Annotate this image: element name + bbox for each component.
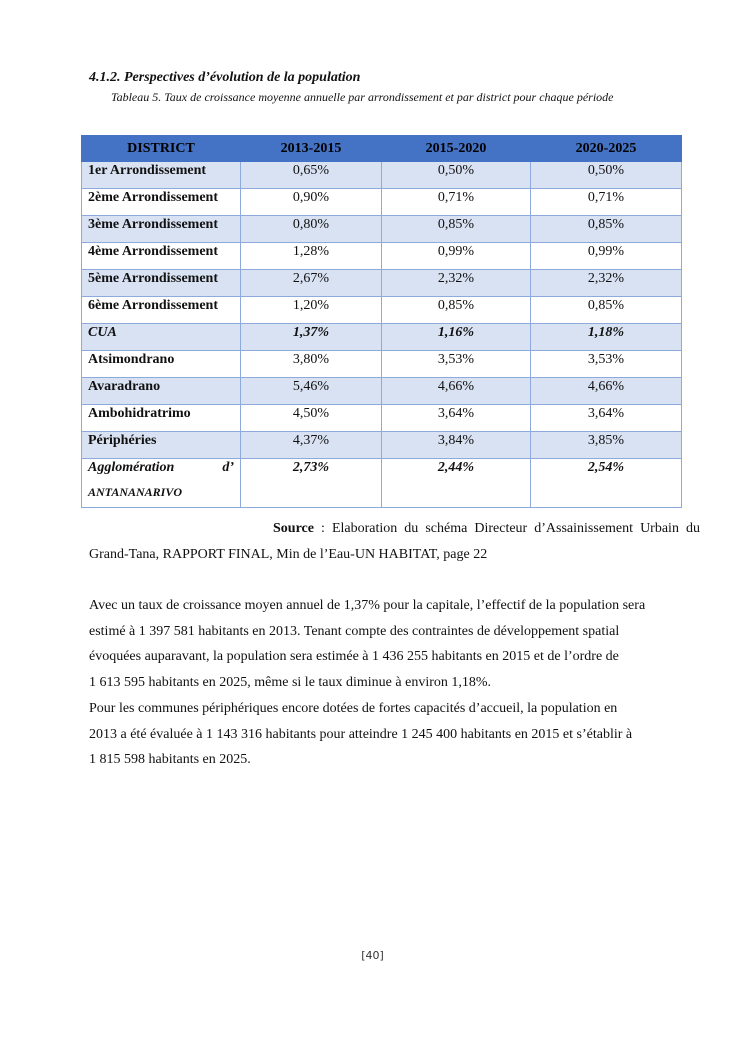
table-caption: Tableau 5. Taux de croissance moyenne annuelle par arrondissement et par district pour chaque période [111, 90, 614, 104]
rate-2013-2015: 4,50% [241, 405, 382, 432]
table-row [82, 378, 682, 405]
rate-2015-2020: 0,85% [382, 216, 531, 243]
rate-2020-2025: 0,99% [531, 243, 682, 270]
rate-2013-2015: 2,73% [241, 459, 382, 508]
source-note [89, 516, 700, 568]
rate-2015-2020: 2,32% [382, 270, 531, 297]
rate-2013-2015: 3,80% [241, 351, 382, 378]
rate-2015-2020: 3,84% [382, 432, 531, 459]
table-row [82, 432, 682, 459]
rate-2015-2020: 0,85% [382, 297, 531, 324]
header-2020-2025: 2020-2025 [531, 136, 682, 162]
table-row [82, 270, 682, 297]
agglomeration-city: ANTANANARIVO [88, 485, 183, 499]
body-line: 1 815 598 habitants en 2025. [89, 752, 251, 768]
source-text: : Elaboration du schéma Directeur d’Assainissement Urbain du Grand-Tana, RAPPORT FINAL, Min de l’Eau-UN HABITAT, page 22 [89, 521, 700, 562]
rate-2015-2020: 0,71% [382, 189, 531, 216]
body-line: Pour les communes périphériques encore dotées de fortes capacités d’accueil, la population en [89, 700, 618, 716]
district-name: 2ème Arrondissement [82, 189, 241, 216]
rate-2013-2015: 0,80% [241, 216, 382, 243]
section-title: 4.1.2. Perspectives d’évolution de la population [89, 70, 361, 85]
table-row [82, 351, 682, 378]
district-name: 5ème Arrondissement [82, 270, 241, 297]
rate-2015-2020: 4,66% [382, 378, 531, 405]
body-line: 2013 a été évaluée à 1 143 316 habitants pour atteindre 1 245 400 habitants en 2015 et s’établir à [89, 726, 633, 742]
rate-2020-2025: 3,53% [531, 351, 682, 378]
table-row [82, 216, 682, 243]
rate-2015-2020: 0,99% [382, 243, 531, 270]
agglomeration-label [88, 459, 234, 477]
body-line: estimé à 1 397 581 habitants en 2013. Tenant compte des contraintes de développement spatial [89, 623, 620, 639]
rate-2020-2025: 0,85% [531, 297, 682, 324]
header-2015-2020: 2015-2020 [382, 136, 531, 162]
rate-2020-2025: 0,50% [531, 162, 682, 189]
rate-2020-2025: 3,85% [531, 432, 682, 459]
rate-2020-2025: 1,18% [531, 324, 682, 351]
district-name: 3ème Arrondissement [82, 216, 241, 243]
rate-2015-2020: 3,64% [382, 405, 531, 432]
growth-rate-table [81, 135, 682, 508]
rate-2013-2015: 2,67% [241, 270, 382, 297]
rate-2013-2015: 1,28% [241, 243, 382, 270]
table-header-row [82, 136, 682, 162]
district-name: 4ème Arrondissement [82, 243, 241, 270]
district-name: CUA [82, 324, 241, 351]
district-name: Ambohidratrimo [82, 405, 241, 432]
district-name: Atsimondrano [82, 351, 241, 378]
district-name: Avaradrano [82, 378, 241, 405]
rate-2013-2015: 4,37% [241, 432, 382, 459]
body-line: 1 613 595 habitants en 2025, même si le taux diminue à environ 1,18%. [89, 675, 492, 691]
district-name: 6ème Arrondissement [82, 297, 241, 324]
source-label: Source [273, 521, 314, 536]
rate-2013-2015: 1,20% [241, 297, 382, 324]
table-row [82, 162, 682, 189]
rate-2020-2025: 4,66% [531, 378, 682, 405]
rate-2013-2015: 1,37% [241, 324, 382, 351]
rate-2015-2020: 2,44% [382, 459, 531, 508]
rate-2015-2020: 1,16% [382, 324, 531, 351]
rate-2020-2025: 0,71% [531, 189, 682, 216]
table-row [82, 405, 682, 432]
rate-2020-2025: 3,64% [531, 405, 682, 432]
rate-2015-2020: 3,53% [382, 351, 531, 378]
page-number: [40] [361, 949, 384, 962]
district-name: 1er Arrondissement [82, 162, 241, 189]
table-row [82, 297, 682, 324]
rate-2020-2025: 2,54% [531, 459, 682, 508]
rate-2015-2020: 0,50% [382, 162, 531, 189]
table-row-subtotal [82, 324, 682, 351]
agglomeration-prep: d’ [222, 460, 234, 475]
rate-2020-2025: 0,85% [531, 216, 682, 243]
table-row [82, 243, 682, 270]
table-row [82, 189, 682, 216]
rate-2013-2015: 0,90% [241, 189, 382, 216]
district-name: Périphéries [82, 432, 241, 459]
body-line: évoquées auparavant, la population sera estimée à 1 436 255 habitants en 2015 et de l’ordre de [89, 649, 619, 665]
body-line: Avec un taux de croissance moyen annuel de 1,37% pour la capitale, l’effectif de la population sera [89, 598, 646, 613]
rate-2013-2015: 0,65% [241, 162, 382, 189]
district-name-agglomeration [82, 459, 241, 508]
header-2013-2015: 2013-2015 [241, 136, 382, 162]
table-row-total [82, 459, 682, 508]
rate-2020-2025: 2,32% [531, 270, 682, 297]
header-district: DISTRICT [82, 136, 241, 162]
agglomeration-word: Agglomération [88, 460, 175, 475]
body-paragraphs [89, 593, 700, 773]
rate-2013-2015: 5,46% [241, 378, 382, 405]
